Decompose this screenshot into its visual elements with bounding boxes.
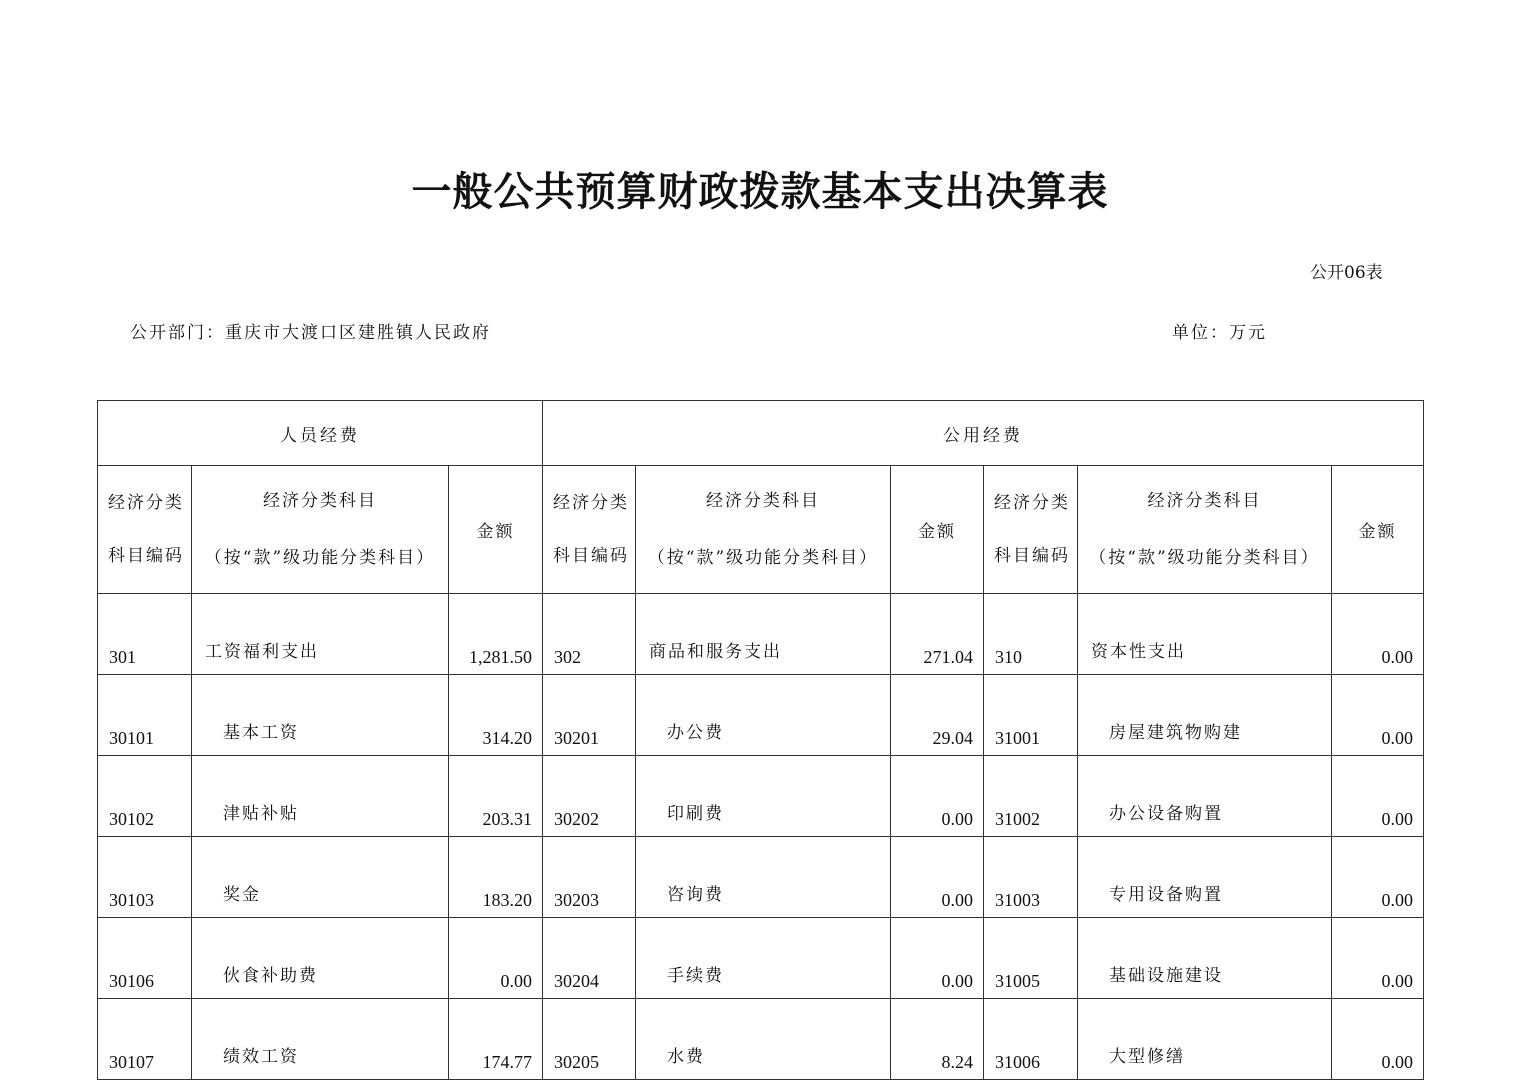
cell-code: 302 [543, 594, 636, 675]
cell-amount: 0.00 [1332, 837, 1424, 918]
cell-amount: 0.00 [1332, 594, 1424, 675]
header-economic-item [636, 466, 891, 594]
page-title: 一般公共预算财政拨款基本支出决算表 [411, 168, 1109, 215]
table-code: 公开06表 [1310, 263, 1383, 283]
header-economic-code [98, 466, 192, 594]
header-name-line1: 经济分类科目 [263, 490, 377, 511]
cell-code: 310 [984, 594, 1078, 675]
cell-code: 30102 [98, 756, 192, 837]
cell-item-name: 办公费 [636, 675, 891, 756]
table-row [98, 837, 1424, 918]
cell-code: 30106 [98, 918, 192, 999]
header-code-line2: 科目编码 [994, 545, 1070, 566]
header-amount: 金额 [891, 466, 984, 594]
expenditure-table [97, 400, 1424, 1080]
cell-amount: 29.04 [891, 675, 984, 756]
cell-amount: 183.20 [449, 837, 543, 918]
header-name-line2: （按“款”级功能分类科目） [204, 547, 436, 568]
cell-code: 30202 [543, 756, 636, 837]
table-row [98, 756, 1424, 837]
cell-code: 30103 [98, 837, 192, 918]
personnel-group-header: 人员经费 [98, 401, 543, 466]
cell-item-name: 商品和服务支出 [636, 594, 891, 675]
cell-amount: 1,281.50 [449, 594, 543, 675]
cell-code: 30205 [543, 999, 636, 1080]
cell-amount: 8.24 [891, 999, 984, 1080]
cell-item-name: 手续费 [636, 918, 891, 999]
cell-item-name: 绩效工资 [192, 999, 449, 1080]
cell-amount: 0.00 [891, 837, 984, 918]
header-name-line1: 经济分类科目 [1147, 490, 1262, 511]
cell-code: 31001 [984, 675, 1078, 756]
cell-item-name: 房屋建筑物购建 [1078, 675, 1332, 756]
cell-code: 30204 [543, 918, 636, 999]
unit-label: 单位：万元 [1172, 323, 1267, 343]
cell-code: 31005 [984, 918, 1078, 999]
cell-code: 30203 [543, 837, 636, 918]
cell-amount: 203.31 [449, 756, 543, 837]
cell-item-name: 水费 [636, 999, 891, 1080]
cell-amount: 0.00 [1332, 918, 1424, 999]
cell-item-name: 基础设施建设 [1078, 918, 1332, 999]
table-row [98, 675, 1424, 756]
cell-amount: 271.04 [891, 594, 984, 675]
table-row [98, 918, 1424, 999]
cell-item-name: 伙食补助费 [192, 918, 449, 999]
cell-code: 30201 [543, 675, 636, 756]
header-amount: 金额 [1332, 466, 1424, 594]
cell-item-name: 奖金 [192, 837, 449, 918]
header-code-line1: 经济分类 [553, 492, 629, 513]
cell-amount: 0.00 [1332, 756, 1424, 837]
cell-item-name: 咨询费 [636, 837, 891, 918]
header-code-line2: 科目编码 [108, 545, 184, 566]
header-economic-item [192, 466, 449, 594]
cell-amount: 0.00 [1332, 999, 1424, 1080]
header-name-line2: （按“款”级功能分类科目） [647, 547, 879, 568]
header-economic-code [984, 466, 1078, 594]
cell-amount: 0.00 [891, 756, 984, 837]
cell-amount: 314.20 [449, 675, 543, 756]
cell-code: 301 [98, 594, 192, 675]
cell-amount: 0.00 [1332, 675, 1424, 756]
department-label: 公开部门：重庆市大渡口区建胜镇人民政府 [130, 323, 491, 343]
header-code-line2: 科目编码 [553, 545, 629, 566]
cell-item-name: 基本工资 [192, 675, 449, 756]
cell-item-name: 办公设备购置 [1078, 756, 1332, 837]
cell-code: 31003 [984, 837, 1078, 918]
cell-item-name: 工资福利支出 [192, 594, 449, 675]
cell-code: 30101 [98, 675, 192, 756]
table-row [98, 594, 1424, 675]
cell-amount: 0.00 [449, 918, 543, 999]
cell-code: 30107 [98, 999, 192, 1080]
header-name-line1: 经济分类科目 [706, 490, 820, 511]
cell-item-name: 资本性支出 [1078, 594, 1332, 675]
header-amount: 金额 [449, 466, 543, 594]
cell-code: 31002 [984, 756, 1078, 837]
cell-amount: 174.77 [449, 999, 543, 1080]
public-group-header: 公用经费 [543, 401, 1424, 466]
cell-amount: 0.00 [891, 918, 984, 999]
cell-item-name: 专用设备购置 [1078, 837, 1332, 918]
header-name-line2: （按“款”级功能分类科目） [1089, 547, 1320, 568]
table-row [98, 999, 1424, 1080]
cell-item-name: 津贴补贴 [192, 756, 449, 837]
header-economic-item [1078, 466, 1332, 594]
header-code-line1: 经济分类 [108, 492, 184, 513]
cell-item-name: 大型修缮 [1078, 999, 1332, 1080]
cell-code: 31006 [984, 999, 1078, 1080]
cell-item-name: 印刷费 [636, 756, 891, 837]
header-code-line1: 经济分类 [994, 492, 1070, 513]
header-economic-code [543, 466, 636, 594]
